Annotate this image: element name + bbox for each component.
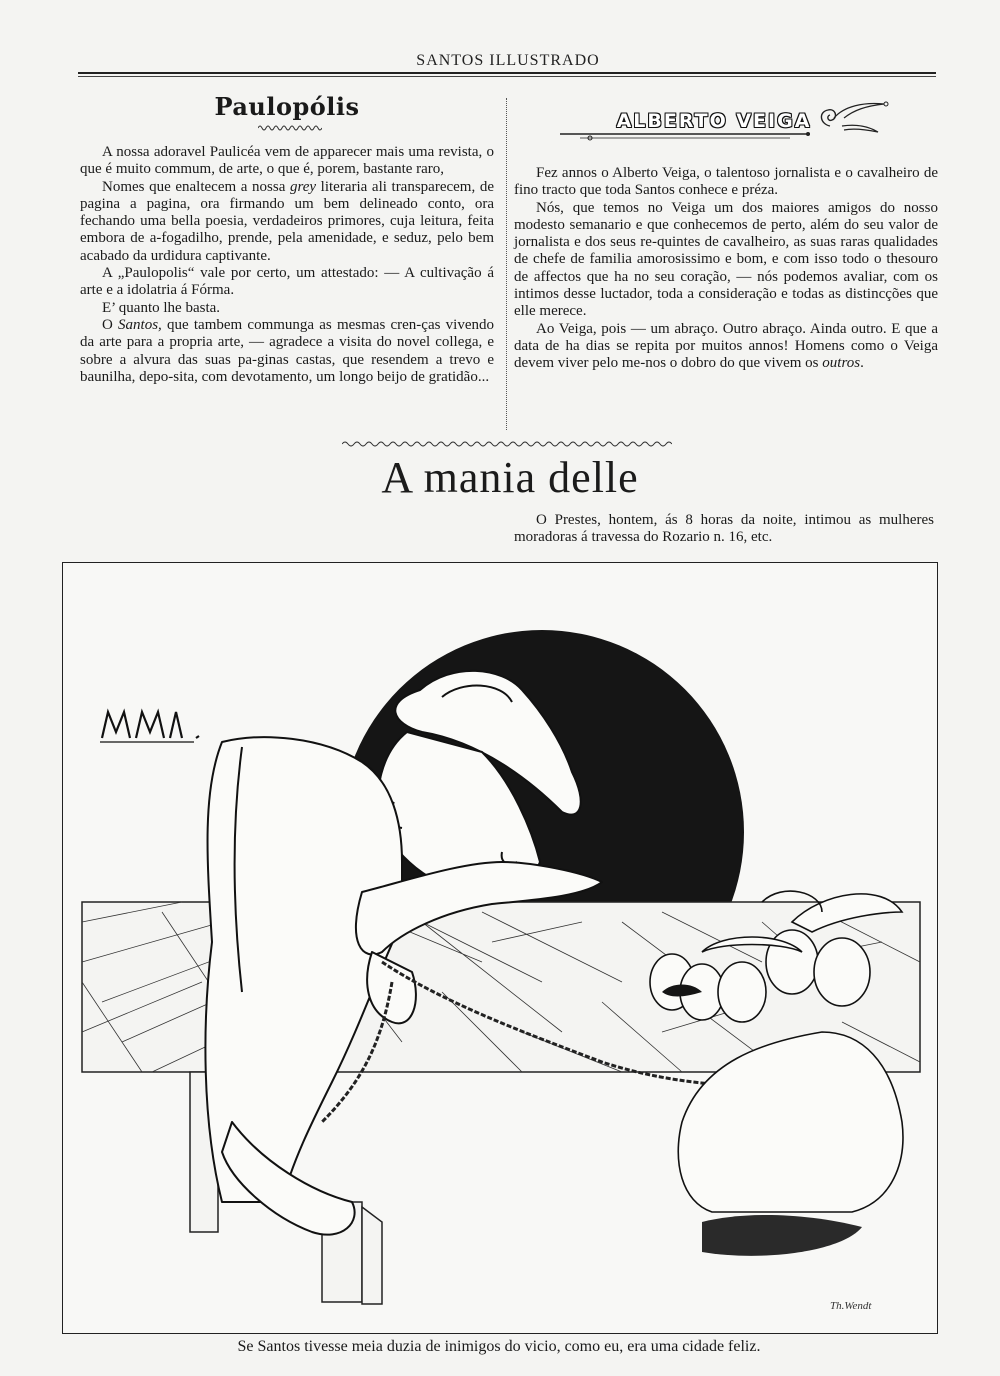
- column-divider: [506, 98, 507, 430]
- text-run: literaria ali transparecem, de pagina a pagina, ora firmando um bem delineado conto, ora fechando uma bella poesia, verdadeiros primores, cuja leitura, feita embora de a-fogadilho, prende, pela amenidade, e seduz, pelo bem acabado da urdidura captivante.: [80, 178, 494, 264]
- paragraph: [80, 317, 494, 386]
- paragraph: Nós, que temos no Veiga um dos maiores amigos do nosso modesto semanario e que conhecemos de perto, além do seu valor de jornalista e dos seus re-quintes de cavalheiro, as suas raras qualidades de chefe de familia amorosissimo e bom, e com isso todo o thesouro de affectos que ha no seu coração, — nós podemos avaliar, com os intimos desse luctador, toda a consideração e todas as distincções que elle merece.: [514, 199, 938, 320]
- paragraph: O Prestes, hontem, ás 8 horas da noite, intimou as mulheres moradoras á travessa do Rozario n. 16, etc.: [514, 512, 934, 546]
- monogram-graphic: [96, 702, 216, 746]
- masthead-rule-thin: [78, 76, 936, 77]
- text-run: O: [102, 316, 119, 333]
- italic-word: grey: [289, 178, 317, 195]
- cartoon-illustration: [62, 562, 936, 1332]
- text-run: Ao Veiga, pois — um abraço. Outro abraço. Ainda outro. E que a data de ha dias se repita por muitos annos! Homens como o Veiga devem viver pelo me-nos o dobro do que vivem os: [514, 320, 938, 372]
- italic-word: Santos,: [118, 316, 162, 333]
- text-run: que tambem communga as mesmas cren-ças vivendo da arte para a propria arte, — agradece a visita do novel collega, e sobre a alvura das suas pa-ginas castas, que resendem a trevo e baunilha, depo-sita, com devotamento, um longo beijo de gratidão...: [80, 316, 494, 385]
- italic-word: outros: [822, 355, 861, 372]
- masthead-title: SANTOS ILLUSTRADO: [416, 52, 600, 69]
- masthead-rule: [78, 72, 936, 74]
- text-run: Nomes que enaltecem a nossa: [102, 178, 290, 195]
- paulopolis-article: [80, 144, 494, 386]
- paragraph: A nossa adoravel Paulicéa vem de apparecer mais uma revista, o que é muito commum, de arte, o que é, porem, bastante raro,: [80, 144, 494, 178]
- veiga-article: [514, 165, 938, 373]
- paragraph: [80, 179, 494, 265]
- paragraph: E’ quanto lhe basta.: [102, 299, 221, 316]
- veiga-title: ALBERTO VEIGA: [616, 110, 812, 132]
- title-ornament: [258, 124, 322, 132]
- cartoon-caption: Se Santos tivesse meia duzia de inimigos do vicio, como eu, era uma cidade feliz.: [237, 1338, 761, 1355]
- paulopolis-title: Paulopólis: [214, 92, 360, 121]
- paragraph: A „Paulopolis“ vale por certo, um attestado: — A cultivação á arte e a idolatria á Fórma.: [80, 265, 494, 299]
- paragraph: [514, 321, 938, 373]
- artist-signature: Th.Wendt: [830, 1300, 872, 1312]
- mania-title: A mania delle: [381, 453, 639, 502]
- section-ornament: [342, 440, 672, 448]
- artist-monogram: [96, 702, 216, 751]
- text-run: .: [860, 355, 864, 372]
- paragraph: Fez annos o Alberto Veiga, o talentoso jornalista e o cavalheiro de fino tracto que toda Santos conhece e préza.: [514, 165, 938, 199]
- mania-subtitle: [514, 512, 934, 547]
